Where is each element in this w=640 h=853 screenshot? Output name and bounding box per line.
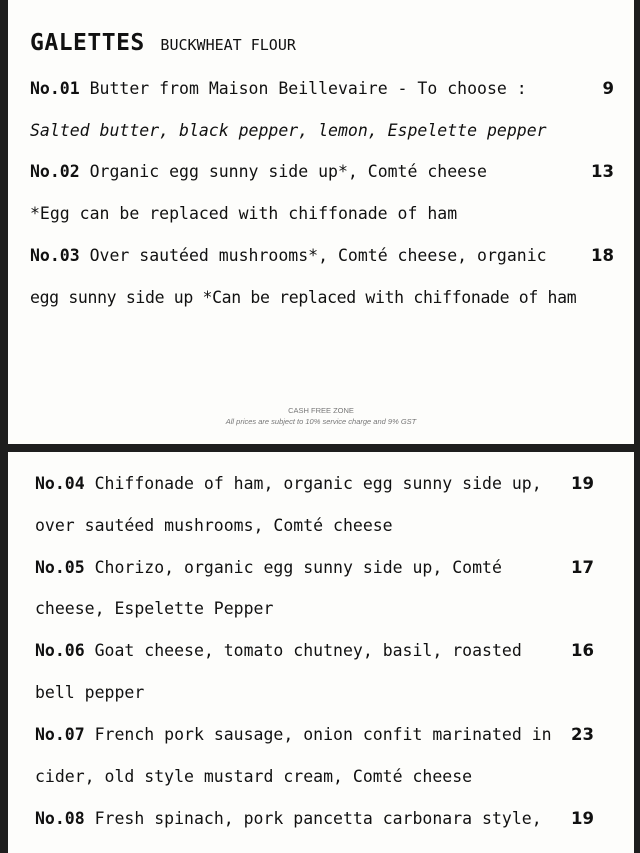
item-number: No.04 (35, 474, 85, 493)
item-number: No.07 (35, 725, 85, 744)
item-price: 16 (571, 641, 594, 660)
menu-item-06 (35, 640, 594, 662)
menu-item-07 (35, 724, 594, 746)
cash-free-notice: CASH FREE ZONE (288, 406, 354, 415)
menu-item-06-detail (35, 682, 594, 704)
menu-item-08 (35, 808, 594, 830)
menu-item-05-detail (35, 598, 594, 620)
item-description-cont: cheese, Espelette Pepper (35, 599, 274, 618)
item-description-cont: *Egg can be replaced with chiffonade of ham (30, 204, 458, 223)
item-description: Chorizo, organic egg sunny side up, Comté (94, 558, 502, 577)
item-number: No.01 (30, 79, 80, 98)
item-description-cont: bell pepper (35, 683, 145, 702)
menu-item-05 (35, 557, 594, 579)
item-price: 23 (571, 725, 594, 744)
section-title (30, 30, 296, 56)
item-price: 19 (571, 474, 594, 493)
menu-item-01 (30, 78, 614, 100)
item-description: Chiffonade of ham, organic egg sunny side up, (94, 474, 542, 493)
item-description: French pork sausage, onion confit marinated in (94, 725, 552, 744)
menu-item-04 (35, 473, 594, 495)
menu-page-top (8, 0, 634, 444)
menu-item-02-detail (30, 203, 614, 225)
item-description: Goat cheese, tomato chutney, basil, roasted (94, 641, 522, 660)
menu-item-04-detail (35, 515, 594, 537)
menu-page-bottom (8, 452, 634, 853)
menu-item-03 (30, 245, 614, 267)
item-number: No.05 (35, 558, 85, 577)
menu-item-01-detail (30, 120, 614, 142)
item-description-cont: over sautéed mushrooms, Comté cheese (35, 516, 393, 535)
item-price: 17 (571, 558, 594, 577)
item-price: 9 (602, 79, 614, 98)
item-price: 13 (591, 162, 614, 181)
item-description: Over sautéed mushrooms*, Comté cheese, organic (89, 246, 547, 265)
menu-item-07-detail (35, 766, 594, 788)
item-number: No.03 (30, 246, 80, 265)
item-description-cont: cider, old style mustard cream, Comté cheese (35, 767, 473, 786)
item-number: No.06 (35, 641, 85, 660)
section-title-subtitle: BUCKWHEAT FLOUR (160, 36, 296, 54)
item-number: No.02 (30, 162, 80, 181)
service-charge-notice: All prices are subject to 10% service charge and 9% GST (225, 417, 417, 426)
item-price: 19 (571, 809, 594, 828)
item-description: Fresh spinach, pork pancetta carbonara style, (94, 809, 542, 828)
item-description-cont: Salted butter, black pepper, lemon, Espelette pepper (30, 121, 547, 140)
item-price: 18 (591, 246, 614, 265)
section-title-main: GALETTES (30, 30, 145, 56)
menu-item-03-detail (30, 287, 614, 309)
item-number: No.08 (35, 809, 85, 828)
item-description-cont: egg sunny side up *Can be replaced with chiffonade of ham (30, 288, 577, 307)
item-description: Butter from Maison Beillevaire - To choose : (89, 79, 527, 98)
menu-item-02 (30, 161, 614, 183)
item-description: Organic egg sunny side up*, Comté cheese (89, 162, 487, 181)
